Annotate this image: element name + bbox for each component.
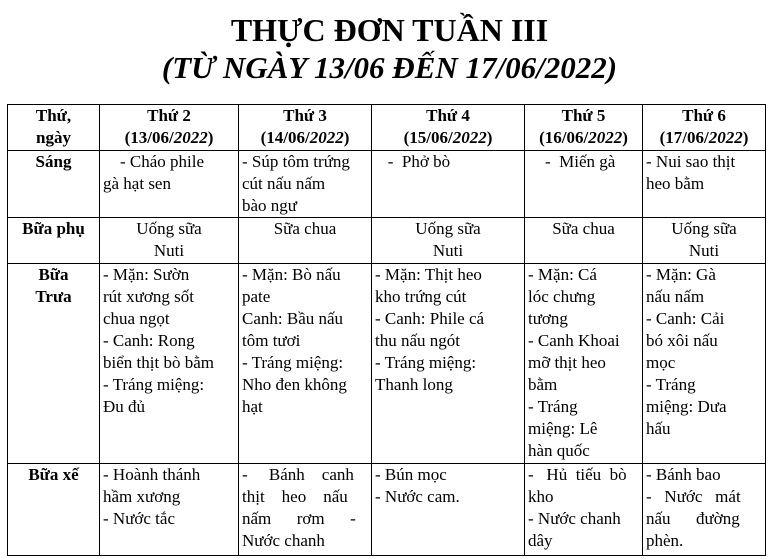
day-date: (13/06/2022)	[124, 128, 214, 147]
cell-buatrua-mon: - Mặn: Sườn rút xương sốt chua ngọt - Canh: Rong biển thịt bò bằm - Tráng miệng: Đu đủ	[100, 264, 239, 464]
menu-table	[7, 104, 766, 556]
cell-buaxe-fri: - Bánh bao - Nước mát nấu đường phèn.	[643, 464, 766, 556]
row-label-buaphu: Bữa phụ	[8, 218, 100, 264]
cell-buaphu-mon: Uống sữa Nuti	[100, 218, 239, 264]
cell-buaphu-fri: Uống sữa Nuti	[643, 218, 766, 264]
day-name: Thứ 6	[682, 106, 726, 125]
cell-buatrua-fri: - Mặn: Gà nấu nấm - Canh: Cải bó xôi nấu mọc - Tráng miệng: Dưa hấu	[643, 264, 766, 464]
day-date: (15/06/2022)	[403, 128, 493, 147]
day-header-fri	[643, 105, 766, 151]
day-header-tue	[239, 105, 372, 151]
row-label-buaxe: Bữa xế	[8, 464, 100, 556]
cell-sang-wed: - Phở bò	[372, 151, 525, 218]
page-title: THỰC ĐƠN TUẦN III	[230, 12, 549, 48]
cell-sang-mon: - Cháo phile gà hạt sen	[100, 151, 239, 218]
row-label-buatrua: Bữa Trưa	[8, 264, 100, 464]
day-date: (17/06/2022)	[659, 128, 749, 147]
day-name: Thứ 5	[561, 106, 606, 125]
day-name: Thứ 4	[426, 106, 470, 125]
cell-sang-thu: - Miến gà	[525, 151, 643, 218]
corner-line: ngày	[36, 128, 71, 147]
day-name: Thứ 3	[283, 106, 327, 125]
cell-buaphu-wed: Uống sữa Nuti	[372, 218, 525, 264]
cell-buatrua-thu: - Mặn: Cá lóc chưng tương - Canh Khoai mỡ thịt heo bằm - Tráng miệng: Lê hàn quốc	[525, 264, 643, 464]
row-label-sang: Sáng	[8, 151, 100, 218]
cell-buatrua-tue: - Mặn: Bò nấu pate Canh: Bầu nấu tôm tươi - Tráng miệng: Nho đen không hạt	[239, 264, 372, 464]
cell-buatrua-wed: - Mặn: Thịt heo kho trứng cút - Canh: Phile cá thu nấu ngót - Tráng miệng: Thanh long	[372, 264, 525, 464]
row-buaxe	[8, 464, 766, 556]
cell-sang-tue: - Súp tôm trứng cút nấu nấm bào ngư	[239, 151, 372, 218]
day-header-wed	[372, 105, 525, 151]
day-date: (16/06/2022)	[539, 128, 628, 147]
cell-buaxe-wed: - Bún mọc - Nước cam.	[372, 464, 525, 556]
day-header-mon	[100, 105, 239, 151]
row-buaphu	[8, 218, 766, 264]
row-buatrua	[8, 264, 766, 464]
corner-line: Thứ,	[35, 106, 72, 125]
day-name: Thứ 2	[147, 106, 191, 125]
day-date: (14/06/2022)	[260, 128, 350, 147]
cell-buaxe-thu: - Hủ tiếu bò kho - Nước chanh dây	[525, 464, 643, 556]
corner-header	[8, 105, 100, 151]
cell-sang-fri: - Nui sao thịt heo bằm	[643, 151, 766, 218]
header-row	[8, 105, 766, 151]
cell-buaxe-mon: - Hoành thánh hầm xương - Nước tắc	[100, 464, 239, 556]
cell-buaxe-tue: - Bánh canh thịt heo nấu nấm rơm - Nước chanh	[239, 464, 372, 556]
cell-buaphu-tue: Sữa chua	[239, 218, 372, 264]
page-subtitle: (TỪ NGÀY 13/06 ĐẾN 17/06/2022)	[161, 50, 618, 85]
row-sang	[8, 151, 766, 218]
day-header-thu	[525, 105, 643, 151]
cell-buaphu-thu: Sữa chua	[525, 218, 643, 264]
